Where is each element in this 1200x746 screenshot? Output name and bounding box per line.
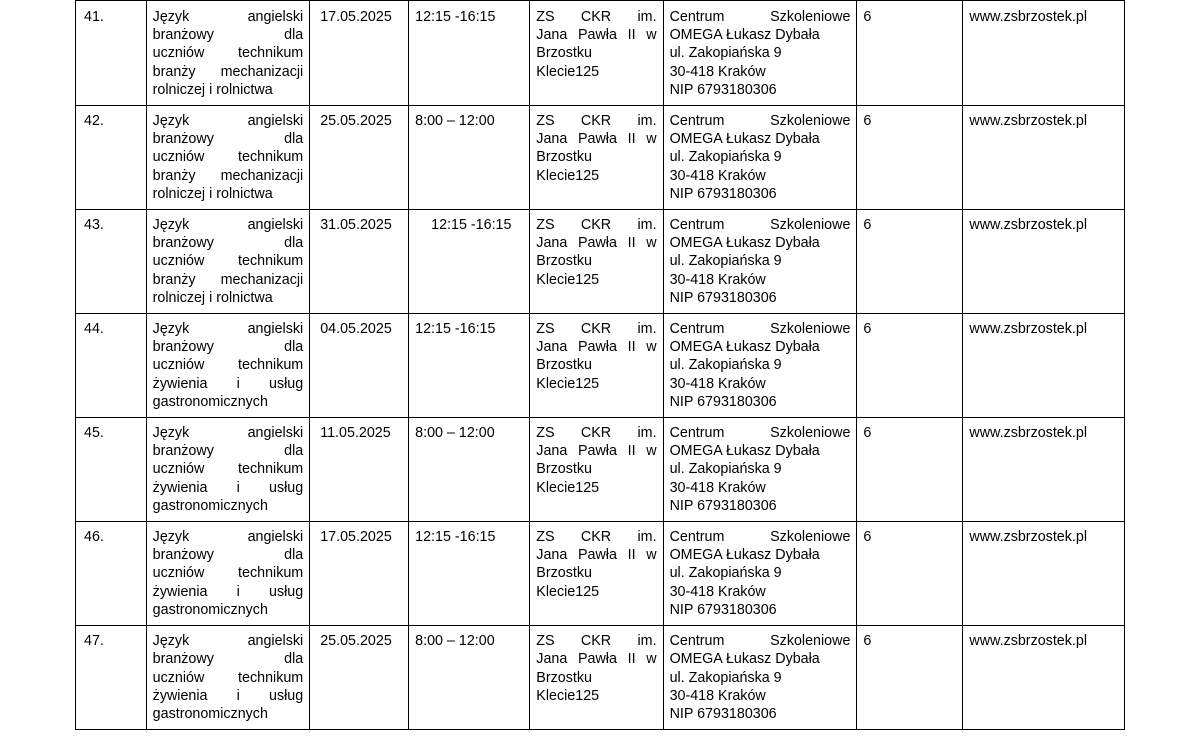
- time-cell: [409, 106, 530, 210]
- venue-cell: [530, 210, 663, 314]
- organizer-cell: [663, 1, 857, 106]
- organizer-line: OMEGA Łukasz Dybała: [669, 443, 820, 460]
- website-value: www.zsbrzostek.pl: [969, 113, 1087, 130]
- organizer-line: 30-418 Kraków: [669, 63, 766, 80]
- table-row: [76, 626, 1125, 730]
- subject-cell: [146, 522, 310, 626]
- organizer-line: NIP 6793180306: [669, 601, 777, 618]
- time-cell: [409, 314, 530, 418]
- date-value: 17.05.2025: [320, 529, 392, 546]
- date-cell: [310, 1, 409, 106]
- row-number: 41.: [84, 9, 104, 25]
- date-value: 11.05.2025: [320, 425, 391, 442]
- subject-line: branży mechanizacji: [152, 63, 304, 80]
- hours-cell: [857, 314, 963, 418]
- subject-line: Język angielski: [152, 633, 304, 650]
- table-row: [76, 314, 1125, 418]
- subject-line: żywienia i usług: [152, 687, 304, 704]
- subject-line: branżowy dla: [152, 235, 304, 252]
- website-value: www.zsbrzostek.pl: [969, 321, 1087, 338]
- hours-value: 6: [863, 633, 872, 650]
- hours-cell: [857, 418, 963, 522]
- time-value: 12:15 -16:15: [415, 321, 496, 338]
- subject-line: uczniów technikum: [152, 669, 304, 686]
- venue-line: Klecie125: [536, 63, 600, 80]
- organizer-line: Centrum Szkoleniowe: [669, 321, 851, 338]
- row-number-cell: [76, 522, 147, 626]
- venue-line: Jana Pawła II w: [536, 651, 657, 668]
- subject-line: branży mechanizacji: [152, 271, 304, 288]
- venue-line: ZS CKR im.: [536, 321, 657, 338]
- subject-line: Język angielski: [152, 321, 304, 338]
- date-cell: [310, 314, 409, 418]
- table-row: [76, 106, 1125, 210]
- subject-line: żywienia i usług: [152, 479, 304, 496]
- organizer-cell: [663, 210, 857, 314]
- hours-cell: [857, 1, 963, 106]
- organizer-line: OMEGA Łukasz Dybała: [669, 235, 820, 252]
- organizer-line: Centrum Szkoleniowe: [669, 529, 851, 546]
- venue-line: Jana Pawła II w: [536, 235, 657, 252]
- organizer-line: Centrum Szkoleniowe: [669, 217, 851, 234]
- organizer-line: OMEGA Łukasz Dybała: [669, 651, 820, 668]
- subject-line: uczniów technikum: [152, 253, 304, 270]
- subject-line: gastronomicznych: [152, 497, 268, 514]
- venue-line: Brzostku: [536, 461, 592, 478]
- subject-cell: [146, 418, 310, 522]
- venue-line: Brzostku: [536, 45, 592, 62]
- organizer-line: Centrum Szkoleniowe: [669, 425, 851, 442]
- organizer-line: NIP 6793180306: [669, 705, 777, 722]
- organizer-line: OMEGA Łukasz Dybała: [669, 27, 820, 44]
- date-value: 31.05.2025: [320, 217, 392, 234]
- organizer-line: ul. Zakopiańska 9: [669, 669, 782, 686]
- website-value: www.zsbrzostek.pl: [969, 529, 1087, 546]
- organizer-line: ul. Zakopiańska 9: [669, 357, 782, 374]
- organizer-line: OMEGA Łukasz Dybała: [669, 547, 820, 564]
- time-value: 12:15 -16:15: [431, 217, 512, 234]
- venue-line: Jana Pawła II w: [536, 131, 657, 148]
- venue-line: Jana Pawła II w: [536, 27, 657, 44]
- row-number-cell: [76, 626, 147, 730]
- venue-cell: [530, 314, 663, 418]
- venue-cell: [530, 522, 663, 626]
- organizer-line: Centrum Szkoleniowe: [669, 9, 851, 25]
- subject-line: branżowy dla: [152, 547, 304, 564]
- venue-line: Klecie125: [536, 375, 600, 392]
- venue-line: Jana Pawła II w: [536, 339, 657, 356]
- hours-cell: [857, 106, 963, 210]
- subject-line: Język angielski: [152, 113, 304, 130]
- table-row: [76, 418, 1125, 522]
- subject-line: rolniczej i rolnictwa: [152, 81, 273, 98]
- subject-line: rolniczej i rolnictwa: [152, 289, 273, 306]
- venue-line: Brzostku: [536, 149, 592, 166]
- training-schedule-table: [75, 0, 1125, 730]
- organizer-line: ul. Zakopiańska 9: [669, 461, 782, 478]
- hours-value: 6: [863, 529, 872, 546]
- subject-line: branżowy dla: [152, 339, 304, 356]
- organizer-line: 30-418 Kraków: [669, 479, 766, 496]
- hours-cell: [857, 522, 963, 626]
- organizer-line: NIP 6793180306: [669, 497, 777, 514]
- venue-line: Klecie125: [536, 167, 600, 184]
- subject-line: uczniów technikum: [152, 461, 304, 478]
- subject-cell: [146, 106, 310, 210]
- row-number: 46.: [84, 529, 104, 546]
- organizer-cell: [663, 106, 857, 210]
- subject-line: Język angielski: [152, 217, 304, 234]
- venue-line: ZS CKR im.: [536, 217, 657, 234]
- subject-line: gastronomicznych: [152, 705, 268, 722]
- time-cell: [409, 1, 530, 106]
- time-value: 12:15 -16:15: [415, 529, 496, 546]
- subject-line: branżowy dla: [152, 651, 304, 668]
- venue-line: ZS CKR im.: [536, 9, 657, 25]
- date-cell: [310, 418, 409, 522]
- organizer-line: NIP 6793180306: [669, 185, 777, 202]
- subject-cell: [146, 314, 310, 418]
- time-cell: [409, 210, 530, 314]
- row-number: 45.: [84, 425, 104, 442]
- website-cell: [963, 210, 1125, 314]
- subject-line: branżowy dla: [152, 131, 304, 148]
- time-cell: [409, 418, 530, 522]
- hours-value: 6: [863, 425, 872, 442]
- venue-line: Brzostku: [536, 357, 592, 374]
- date-cell: [310, 626, 409, 730]
- date-value: 25.05.2025: [320, 113, 392, 130]
- date-cell: [310, 522, 409, 626]
- venue-line: Klecie125: [536, 271, 600, 288]
- row-number: 43.: [84, 217, 104, 234]
- venue-line: Brzostku: [536, 565, 592, 582]
- date-value: 25.05.2025: [320, 633, 392, 650]
- hours-cell: [857, 210, 963, 314]
- subject-line: gastronomicznych: [152, 601, 268, 618]
- organizer-line: NIP 6793180306: [669, 81, 777, 98]
- organizer-line: OMEGA Łukasz Dybała: [669, 131, 820, 148]
- organizer-line: Centrum Szkoleniowe: [669, 113, 851, 130]
- subject-line: branżowy dla: [152, 443, 304, 460]
- subject-line: uczniów technikum: [152, 45, 304, 62]
- organizer-line: ul. Zakopiańska 9: [669, 45, 782, 62]
- row-number: 42.: [84, 113, 104, 130]
- organizer-line: Centrum Szkoleniowe: [669, 633, 851, 650]
- organizer-line: NIP 6793180306: [669, 393, 777, 410]
- table-row: [76, 522, 1125, 626]
- document-page: [75, 0, 1125, 730]
- subject-line: uczniów technikum: [152, 357, 304, 374]
- venue-line: Brzostku: [536, 253, 592, 270]
- organizer-cell: [663, 522, 857, 626]
- subject-cell: [146, 1, 310, 106]
- row-number: 47.: [84, 633, 104, 650]
- organizer-line: ul. Zakopiańska 9: [669, 253, 782, 270]
- row-number-cell: [76, 314, 147, 418]
- subject-line: żywienia i usług: [152, 583, 304, 600]
- website-value: www.zsbrzostek.pl: [969, 425, 1087, 442]
- organizer-line: OMEGA Łukasz Dybała: [669, 339, 820, 356]
- hours-value: 6: [863, 321, 872, 338]
- time-cell: [409, 626, 530, 730]
- time-value: 8:00 – 12:00: [415, 113, 495, 130]
- date-value: 04.05.2025: [320, 321, 392, 338]
- venue-line: ZS CKR im.: [536, 529, 657, 546]
- organizer-cell: [663, 314, 857, 418]
- subject-line: uczniów technikum: [152, 565, 304, 582]
- hours-value: 6: [863, 9, 872, 25]
- row-number-cell: [76, 418, 147, 522]
- venue-line: Klecie125: [536, 583, 600, 600]
- hours-cell: [857, 626, 963, 730]
- date-cell: [310, 106, 409, 210]
- venue-cell: [530, 1, 663, 106]
- venue-cell: [530, 626, 663, 730]
- website-value: www.zsbrzostek.pl: [969, 633, 1087, 650]
- table-row: [76, 1, 1125, 106]
- subject-line: branży mechanizacji: [152, 167, 304, 184]
- website-cell: [963, 418, 1125, 522]
- venue-line: Klecie125: [536, 687, 600, 704]
- time-value: 8:00 – 12:00: [415, 425, 495, 442]
- venue-line: Jana Pawła II w: [536, 547, 657, 564]
- subject-cell: [146, 210, 310, 314]
- organizer-cell: [663, 626, 857, 730]
- subject-line: Język angielski: [152, 529, 304, 546]
- time-value: 12:15 -16:15: [415, 9, 496, 25]
- hours-value: 6: [863, 217, 872, 234]
- subject-line: żywienia i usług: [152, 375, 304, 392]
- time-value: 8:00 – 12:00: [415, 633, 495, 650]
- venue-line: Brzostku: [536, 669, 592, 686]
- subject-line: gastronomicznych: [152, 393, 268, 410]
- venue-line: Klecie125: [536, 479, 600, 496]
- subject-line: uczniów technikum: [152, 149, 304, 166]
- venue-line: Jana Pawła II w: [536, 443, 657, 460]
- organizer-cell: [663, 418, 857, 522]
- website-cell: [963, 314, 1125, 418]
- website-value: www.zsbrzostek.pl: [969, 217, 1087, 234]
- row-number-cell: [76, 210, 147, 314]
- row-number-cell: [76, 1, 147, 106]
- organizer-line: 30-418 Kraków: [669, 583, 766, 600]
- table-body: [76, 1, 1125, 730]
- website-cell: [963, 106, 1125, 210]
- organizer-line: NIP 6793180306: [669, 289, 777, 306]
- website-cell: [963, 1, 1125, 106]
- subject-line: rolniczej i rolnictwa: [152, 185, 273, 202]
- row-number: 44.: [84, 321, 104, 338]
- organizer-line: ul. Zakopiańska 9: [669, 565, 782, 582]
- subject-line: branżowy dla: [152, 27, 304, 44]
- website-cell: [963, 522, 1125, 626]
- organizer-line: 30-418 Kraków: [669, 271, 766, 288]
- subject-line: Język angielski: [152, 425, 304, 442]
- date-cell: [310, 210, 409, 314]
- organizer-line: 30-418 Kraków: [669, 375, 766, 392]
- organizer-line: 30-418 Kraków: [669, 167, 766, 184]
- venue-line: ZS CKR im.: [536, 113, 657, 130]
- table-row: [76, 210, 1125, 314]
- venue-line: ZS CKR im.: [536, 425, 657, 442]
- website-cell: [963, 626, 1125, 730]
- venue-line: ZS CKR im.: [536, 633, 657, 650]
- venue-cell: [530, 418, 663, 522]
- website-value: www.zsbrzostek.pl: [969, 9, 1087, 25]
- organizer-line: ul. Zakopiańska 9: [669, 149, 782, 166]
- subject-line: Język angielski: [152, 9, 304, 25]
- hours-value: 6: [863, 113, 872, 130]
- subject-cell: [146, 626, 310, 730]
- time-cell: [409, 522, 530, 626]
- organizer-line: 30-418 Kraków: [669, 687, 766, 704]
- date-value: 17.05.2025: [320, 9, 392, 25]
- row-number-cell: [76, 106, 147, 210]
- venue-cell: [530, 106, 663, 210]
